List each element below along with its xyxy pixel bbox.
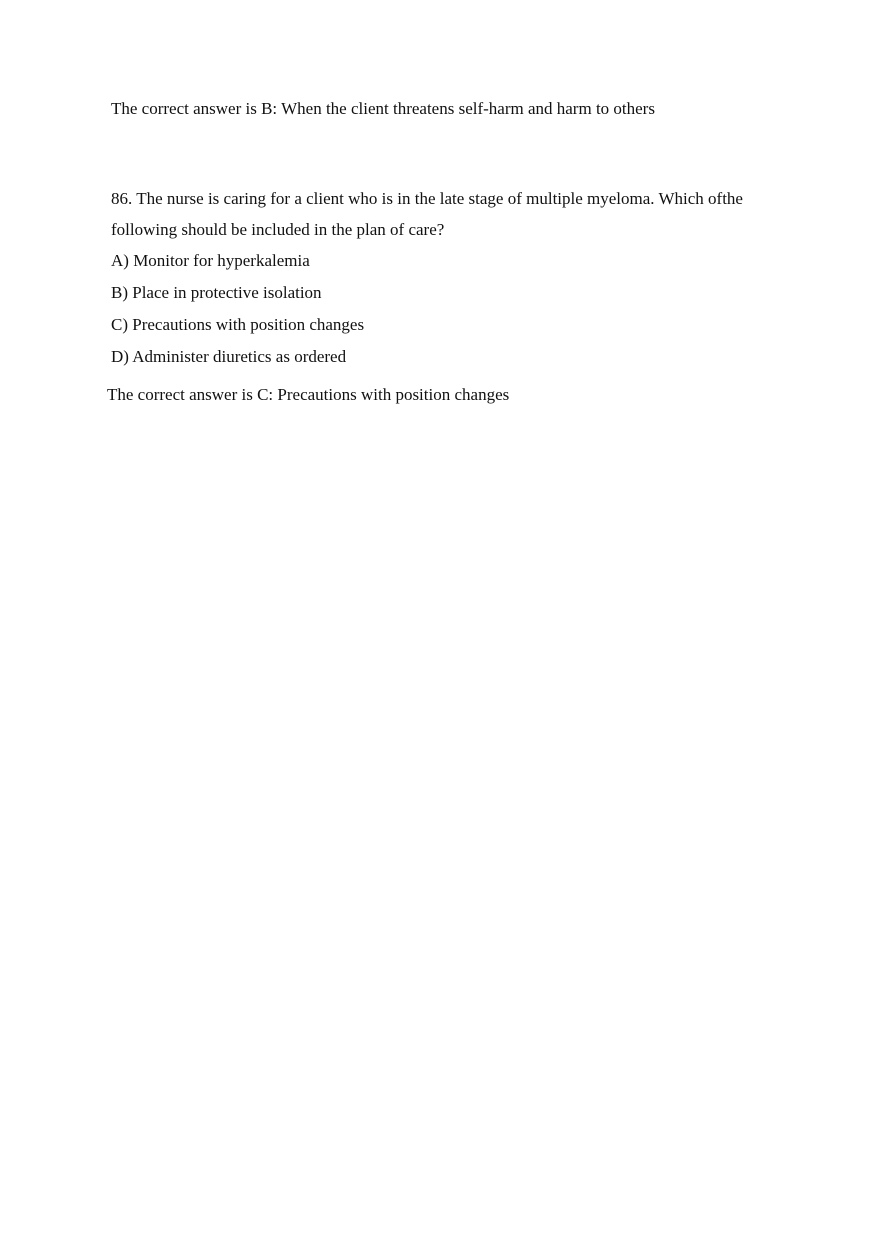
option-c: C) Precautions with position changes bbox=[111, 315, 365, 334]
question-text-line-2: following should be included in the plan of care? bbox=[111, 220, 445, 239]
option-b: B) Place in protective isolation bbox=[111, 283, 322, 302]
option-d: D) Administer diuretics as ordered bbox=[111, 347, 347, 366]
option-a: A) Monitor for hyperkalemia bbox=[111, 251, 310, 270]
correct-answer-text: The correct answer is C: Precautions with position changes bbox=[107, 385, 510, 404]
question-text-line-1: 86. The nurse is caring for a client who is in the late stage of multiple myeloma. Which ofthe bbox=[111, 189, 743, 208]
previous-answer-text: The correct answer is B: When the client threatens self-harm and harm to others bbox=[111, 99, 655, 118]
